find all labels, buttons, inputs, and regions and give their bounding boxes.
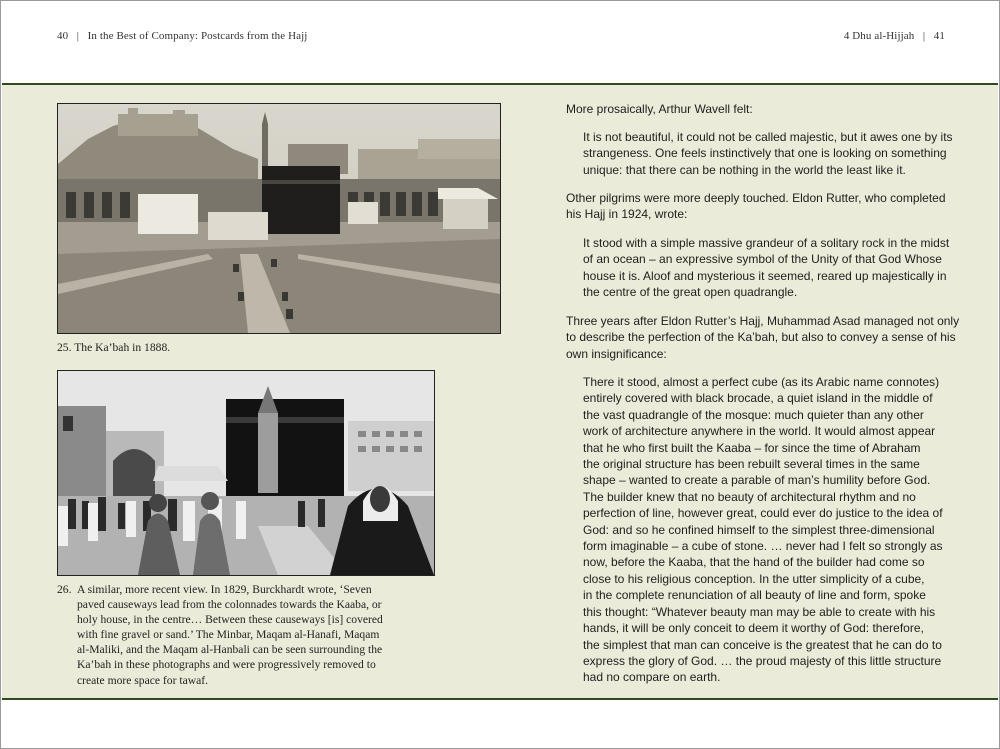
quote-line: the simplest that man can conceive is the greatest that he can do to [583, 637, 942, 652]
left-running-header [57, 30, 307, 42]
kabah-1888-photo [57, 103, 501, 334]
caption-line: with fine gravel or sand.’ The Minbar, Maqam al-Hanafi, Maqam [77, 628, 380, 642]
figure-caption-text: The Ka’bah in 1888. [74, 341, 171, 354]
paragraph-line: Other pilgrims were more deeply touched. Eldon Rutter, who completed [566, 191, 946, 205]
quote-line: in the complete renunciation of all beauty of line and form, spoke [583, 588, 926, 603]
quote-line: the original structure has been rebuilt several times in the same [583, 457, 920, 472]
quote-line: The builder knew that no beauty of architectural rhythm and no [583, 489, 916, 504]
left-page-number: 40 [57, 30, 69, 42]
left-book-title: In the Best of Company: Postcards from the Hajj [87, 30, 308, 42]
paragraph-line: to describe the perfection of the Ka’bah, but also to convey a sense of his [566, 330, 956, 345]
quote-line: the centre of the great open quadrangle. [583, 285, 798, 300]
intro-paragraph-2 [566, 190, 946, 223]
figure-caption-text [77, 582, 427, 688]
paragraph-text: More prosaically, Arthur Wavell felt: [566, 102, 753, 116]
paragraph-line: own insignificance: [566, 346, 667, 361]
quote-line: house it is. Aloof and mysterious it seemed, reared up majestically in [583, 268, 947, 283]
caption-line: Ka’bah in these photographs and were progressively removed to [77, 658, 376, 672]
figure-number: 25. [57, 341, 72, 354]
quote-line: of an ocean – an expressive symbol of the Unity of that God Whose [583, 252, 942, 267]
header-separator: | [76, 30, 80, 42]
figure-26-caption [57, 582, 427, 688]
quote-line: unique: that there can be nothing in the world the least like it. [583, 162, 906, 177]
quote-line: this thought: “Whatever beauty man may be able to create with his [583, 604, 936, 619]
quote-line: It is not beautiful, it could not be called majestic, but it awes one by its [583, 130, 953, 144]
paragraph-line: his Hajj in 1924, wrote: [566, 207, 688, 222]
quote-line: entirely covered with black brocade, a quiet island in the middle of [583, 391, 933, 406]
caption-line: create more space for tawaf. [77, 673, 208, 687]
quote-line: now, before the Kaaba, that the hand of the builder had come so [583, 555, 925, 570]
quote-line: that he who first built the Kaaba – for since the time of Abraham [583, 440, 921, 455]
figure-number: 26. [57, 583, 72, 596]
figure-25-caption [57, 340, 170, 355]
right-running-header [844, 30, 945, 42]
kabah-modern-photo [57, 370, 435, 576]
caption-line: A similar, more recent view. In 1829, Burckhardt wrote, ‘Seven [77, 583, 372, 596]
quote-line: perfection of line, however great, could ever do justice to the idea of [583, 506, 943, 521]
caption-line: holy house, in the centre… Between these causeways [is] covered [77, 613, 383, 627]
quote-line: It stood with a simple massive grandeur of a solitary rock in the midst [583, 236, 950, 250]
quote-line: strangeness. One feels instinctively that one is looking on something [583, 146, 947, 161]
quote-line: shape – wanted to create a parable of man’s humility before God. [583, 473, 931, 488]
intro-paragraph-1 [566, 101, 753, 117]
quote-line: God: and so he confined himself to the simplest three-dimensional [583, 522, 935, 537]
quote-line: hands, it will be only conceit to deem it worthy of God: therefore, [583, 621, 924, 636]
right-page-number: 41 [933, 30, 945, 42]
quote-line: express the glory of God. … the proud majesty of this little structure [583, 653, 942, 668]
header-separator: | [922, 30, 926, 42]
quote-line: form imaginable – a cube of stone. … never had I felt so strongly as [583, 539, 943, 554]
quote-line: There it stood, almost a perfect cube (as its Arabic name connotes) [583, 375, 940, 389]
paragraph-line: Three years after Eldon Rutter’s Hajj, Muhammad Asad managed not only [566, 314, 960, 328]
intro-paragraph-3 [566, 313, 959, 362]
caption-line: paved causeways lead from the colonnades towards the Kaaba, or [77, 598, 382, 612]
right-chapter-title: 4 Dhu al-Hijjah [843, 30, 915, 42]
quote-asad [583, 374, 958, 686]
quote-line: close to his religious conception. In the utter simplicity of a cube, [583, 571, 925, 586]
quote-line: work of architecture anywhere in the world. It would almost appear [583, 424, 936, 439]
quote-line: the vast quadrangle of the mosque: much quieter than any other [583, 407, 924, 422]
quote-rutter [583, 235, 958, 301]
quote-line: had no compare on earth. [583, 670, 721, 685]
caption-line: al-Maliki, and the Maqam al-Hanbali can be seen surrounding the [77, 643, 383, 657]
quote-wavell [583, 129, 958, 178]
